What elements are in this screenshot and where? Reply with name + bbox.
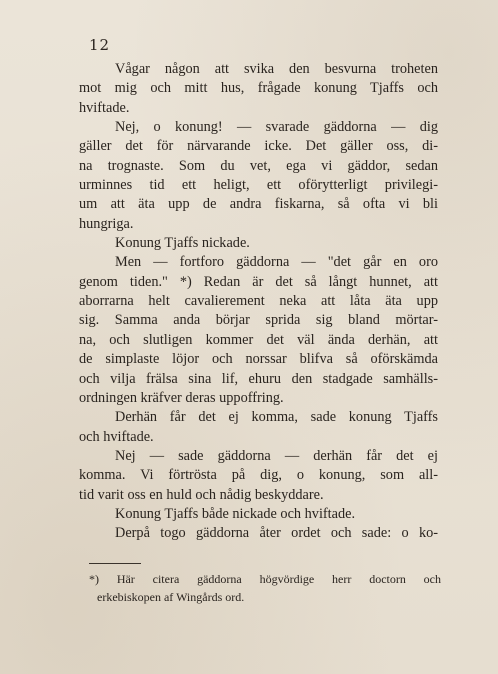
text-line: Nej — sade gäddorna — derhän får det ej	[115, 447, 438, 464]
text-line: urminnes tid ett heligt, ett oförytterligt privilegi-	[79, 177, 438, 194]
text-line: Vågar någon att svika den besvurna troheten	[115, 61, 438, 77]
text-line: Derpå togo gäddorna åter ordet och sade: o ko-	[115, 525, 438, 542]
text-line: genom tiden." *) Redan är det så långt hunnet, att	[79, 273, 438, 290]
text-line: Konung Tjaffs nickade.	[115, 235, 250, 252]
text-line: aborrarna helt cavalierement neka att låta äta upp	[79, 293, 438, 310]
text-line: na trognaste. Som du vet, ega vi gäddor, sedan	[79, 157, 438, 174]
page-number: 12	[89, 36, 111, 54]
text-line: sig. Samma anda börjar sprida sig bland mörtar-	[79, 312, 438, 329]
text-line: komma. Vi förtrösta på dig, o konung, som all-	[79, 467, 438, 484]
footnote-line: *) Här citera gäddorna högvördige herr doctorn och	[89, 572, 441, 586]
text-line: och hviftade.	[79, 428, 154, 445]
text-line: tid varit oss en huld och nådig beskyddare.	[79, 486, 324, 503]
body-text	[79, 60, 438, 544]
text-line: ordningen kräfver deras uppoffring.	[79, 389, 284, 406]
footnote	[89, 570, 441, 606]
text-line: Men — fortforo gäddorna — "det går en oro	[115, 254, 438, 271]
text-line: gäller det för närvarande icke. Det gäller oss, di-	[79, 138, 438, 155]
text-line: mot mig och mitt hus, frågade konung Tjaffs och	[79, 80, 438, 97]
text-line: Derhän får det ej komma, sade konung Tjaffs	[115, 409, 438, 426]
text-line: Konung Tjaffs både nickade och hviftade.	[115, 505, 356, 522]
text-line: Nej, o konung! — svarade gäddorna — dig	[115, 119, 438, 136]
text-line: de simplaste löjor och norssar blifva så oförskämda	[79, 351, 438, 368]
text-line: hungriga.	[79, 215, 134, 232]
text-line: hviftade.	[79, 99, 130, 116]
text-line: um att äta upp de andra fiskarna, så ofta vi bli	[79, 196, 438, 213]
text-line: och vilja frälsa sina lif, ehuru den stadgade samhälls-	[79, 370, 438, 387]
footnote-divider	[89, 563, 141, 564]
text-line: na, och slutligen kommer det väl ända derhän, att	[79, 331, 438, 348]
footnote-line: erkebiskopen af Wingårds ord.	[97, 590, 245, 604]
